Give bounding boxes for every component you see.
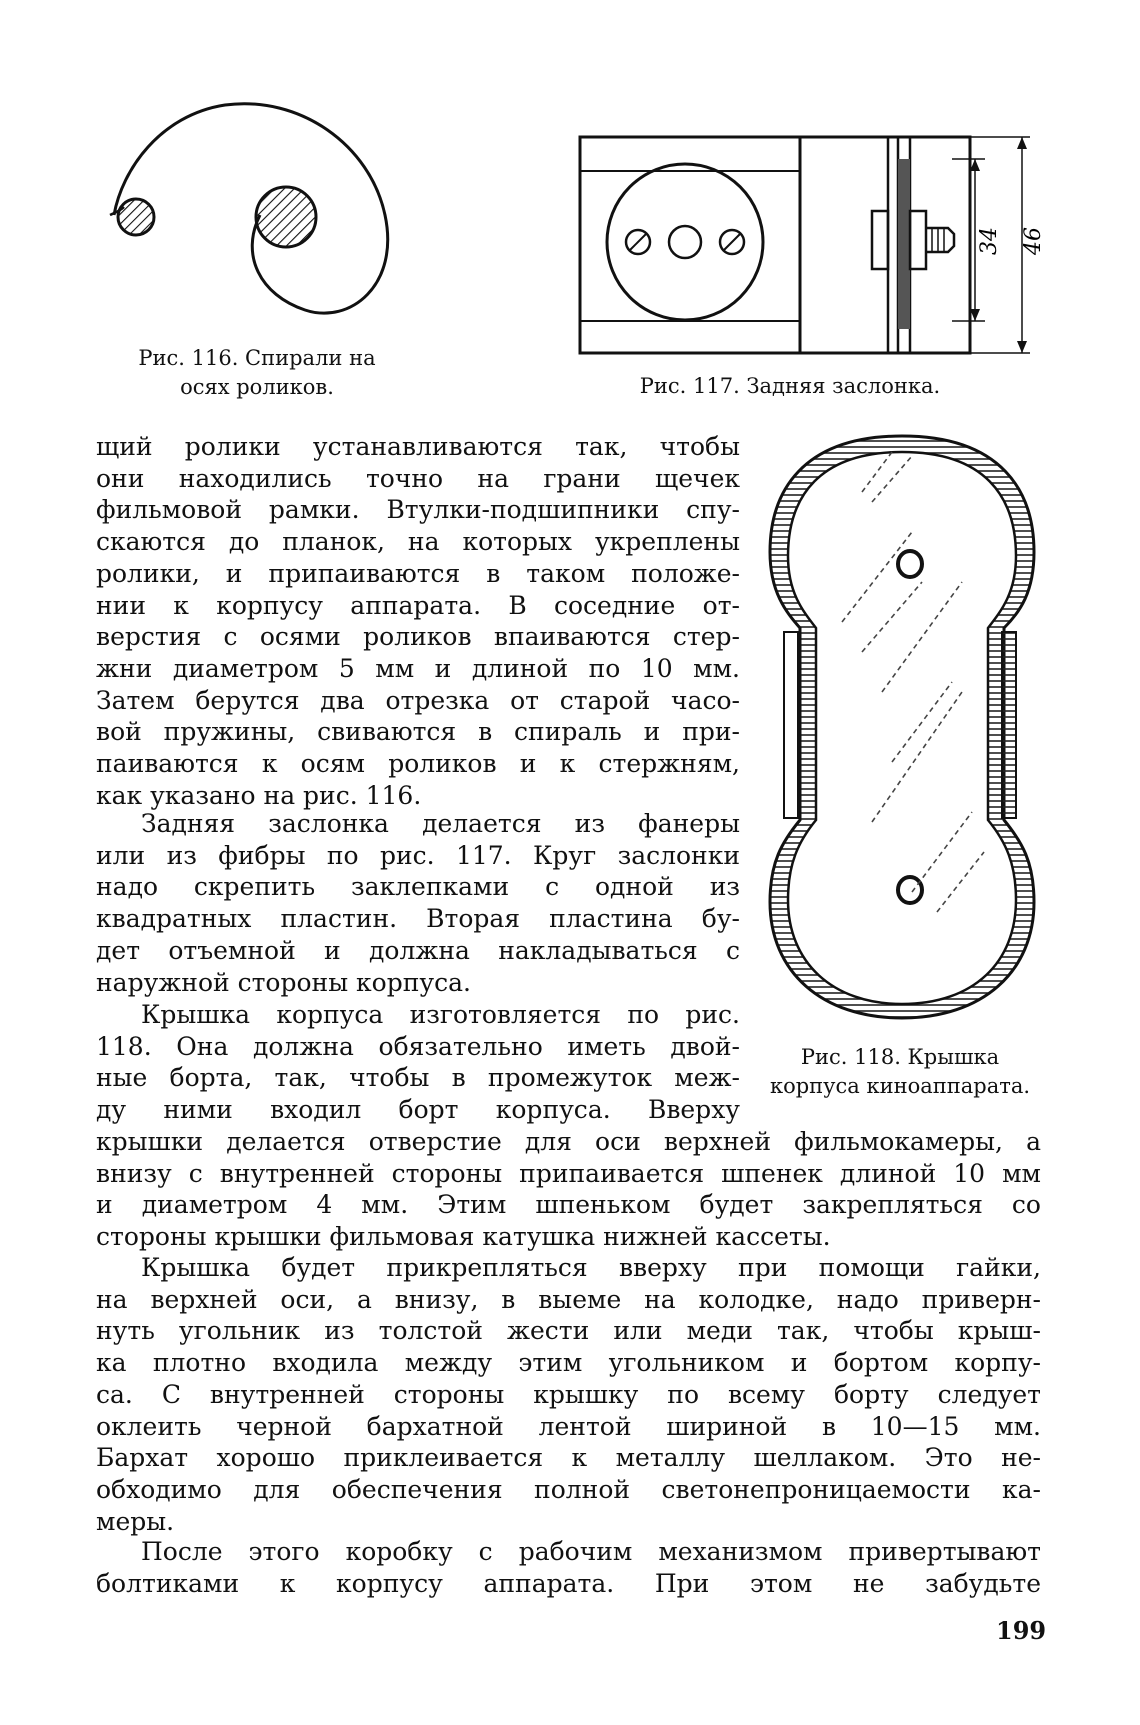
fig118-caption — [750, 1043, 1050, 1101]
text-line: оклеить черной бархатной лентой шириной в 10—15 мм. — [96, 1411, 1041, 1441]
text-line: После этого коробку с рабочим механизмом привертывают — [141, 1537, 1041, 1566]
text-line: крышки делается отверстие для оси верхней фильмокамеры, а — [96, 1127, 1041, 1156]
text-line: фильмовой рамки. Втулки-подшипники спу- — [96, 495, 740, 525]
caption-line: осях роликов. — [180, 375, 334, 399]
dim-46-label: 46 — [1021, 227, 1046, 255]
text-line: паиваются к осям роликов и к стержням, — [96, 749, 740, 779]
caption-line: корпуса киноаппарата. — [769, 1074, 1031, 1098]
paragraph-3-narrow — [96, 999, 740, 1126]
paragraph-3-wide — [96, 1126, 1041, 1253]
fig117-caption — [620, 372, 960, 401]
text-line: Затем берутся два отрезка от старой часо- — [96, 685, 740, 715]
text-line: Крышка корпуса изготовляется по рис. — [141, 1000, 740, 1029]
text-line: ка плотно входила между этим угольником и бортом корпу- — [96, 1348, 1041, 1378]
text-line: меры. — [96, 1506, 175, 1536]
text-line: внизу с внутренней стороны припаивается шпенек длиной 10 мм — [96, 1158, 1041, 1188]
fig116-caption — [112, 344, 402, 402]
text-line: вой пружины, свиваются в спираль и при- — [96, 717, 740, 747]
page-number: 199 — [996, 1616, 1047, 1645]
text-line: 118. Она должна обязательно иметь двой- — [96, 1031, 740, 1061]
text-line: Задняя заслонка делается из фанеры — [141, 809, 740, 838]
text-line: нуть угольник из толстой жести или меди так, чтобы крыш- — [96, 1316, 1041, 1346]
text-line: щий ролики устанавливаются так, чтобы — [96, 432, 740, 461]
text-line: Крышка будет прикрепляться вверху при помощи гайки, — [141, 1253, 1041, 1282]
text-line: обходимо для обеспечения полной светонепроницаемости ка- — [96, 1474, 1041, 1504]
text-line: верстия с осями роликов впаиваются стер- — [96, 622, 740, 652]
text-line: ные борта, так, чтобы в промежуток меж- — [96, 1063, 740, 1093]
text-line: ду ними входил борт корпуса. Вверху — [96, 1095, 740, 1125]
text-line: скаются до планок, на которых укреплены — [96, 527, 740, 557]
text-line: наружной стороны корпуса. — [96, 967, 471, 997]
text-line: на верхней оси, а внизу, в выеме на колодке, надо приверн- — [96, 1284, 1041, 1314]
text-line: или из фибры по рис. 117. Круг заслонки — [96, 840, 740, 870]
text-line: Бархат хорошо приклеивается к металлу шеллаком. Это не- — [96, 1443, 1041, 1473]
paragraph-2 — [96, 808, 740, 998]
text-line: болтиками к корпусу аппарата. При этом не забудьте — [96, 1568, 1041, 1598]
paragraph-1 — [96, 431, 740, 811]
text-line: надо скрепить заклепками с одной из — [96, 872, 740, 902]
text-line: стороны крышки фильмовая катушка нижней кассеты. — [96, 1222, 831, 1252]
caption-line: Рис. 116. Спирали на — [138, 346, 376, 370]
text-line: и диаметром 4 мм. Этим шпеньком будет закрепляться со — [96, 1190, 1041, 1220]
text-line: как указано на рис. 116. — [96, 780, 422, 810]
text-line: нии к корпусу аппарата. В соседние от- — [96, 590, 740, 620]
text-line: дет отъемной и должна накладываться с — [96, 935, 740, 965]
fig117-shutter-drawing — [570, 125, 1046, 360]
dim-34-label: 34 — [977, 227, 1002, 255]
text-line: квадратных пластин. Вторая пластина бу- — [96, 904, 740, 934]
fig118-lid-drawing — [762, 432, 1042, 1022]
text-line: жни диаметром 5 мм и длиной по 10 мм. — [96, 653, 740, 683]
paragraph-5 — [96, 1536, 1041, 1599]
text-line: они находились точно на грани щечек — [96, 463, 740, 493]
caption-line: Рис. 117. Задняя заслонка. — [639, 374, 941, 398]
caption-line: Рис. 118. Крышка — [800, 1045, 1000, 1069]
text-line: ролики, и припаиваются в таком положе- — [96, 558, 740, 588]
text-line: са. С внутренней стороны крышку по всему борту следует — [96, 1379, 1041, 1409]
paragraph-4 — [96, 1252, 1041, 1537]
fig116-spiral-drawing — [100, 95, 420, 345]
